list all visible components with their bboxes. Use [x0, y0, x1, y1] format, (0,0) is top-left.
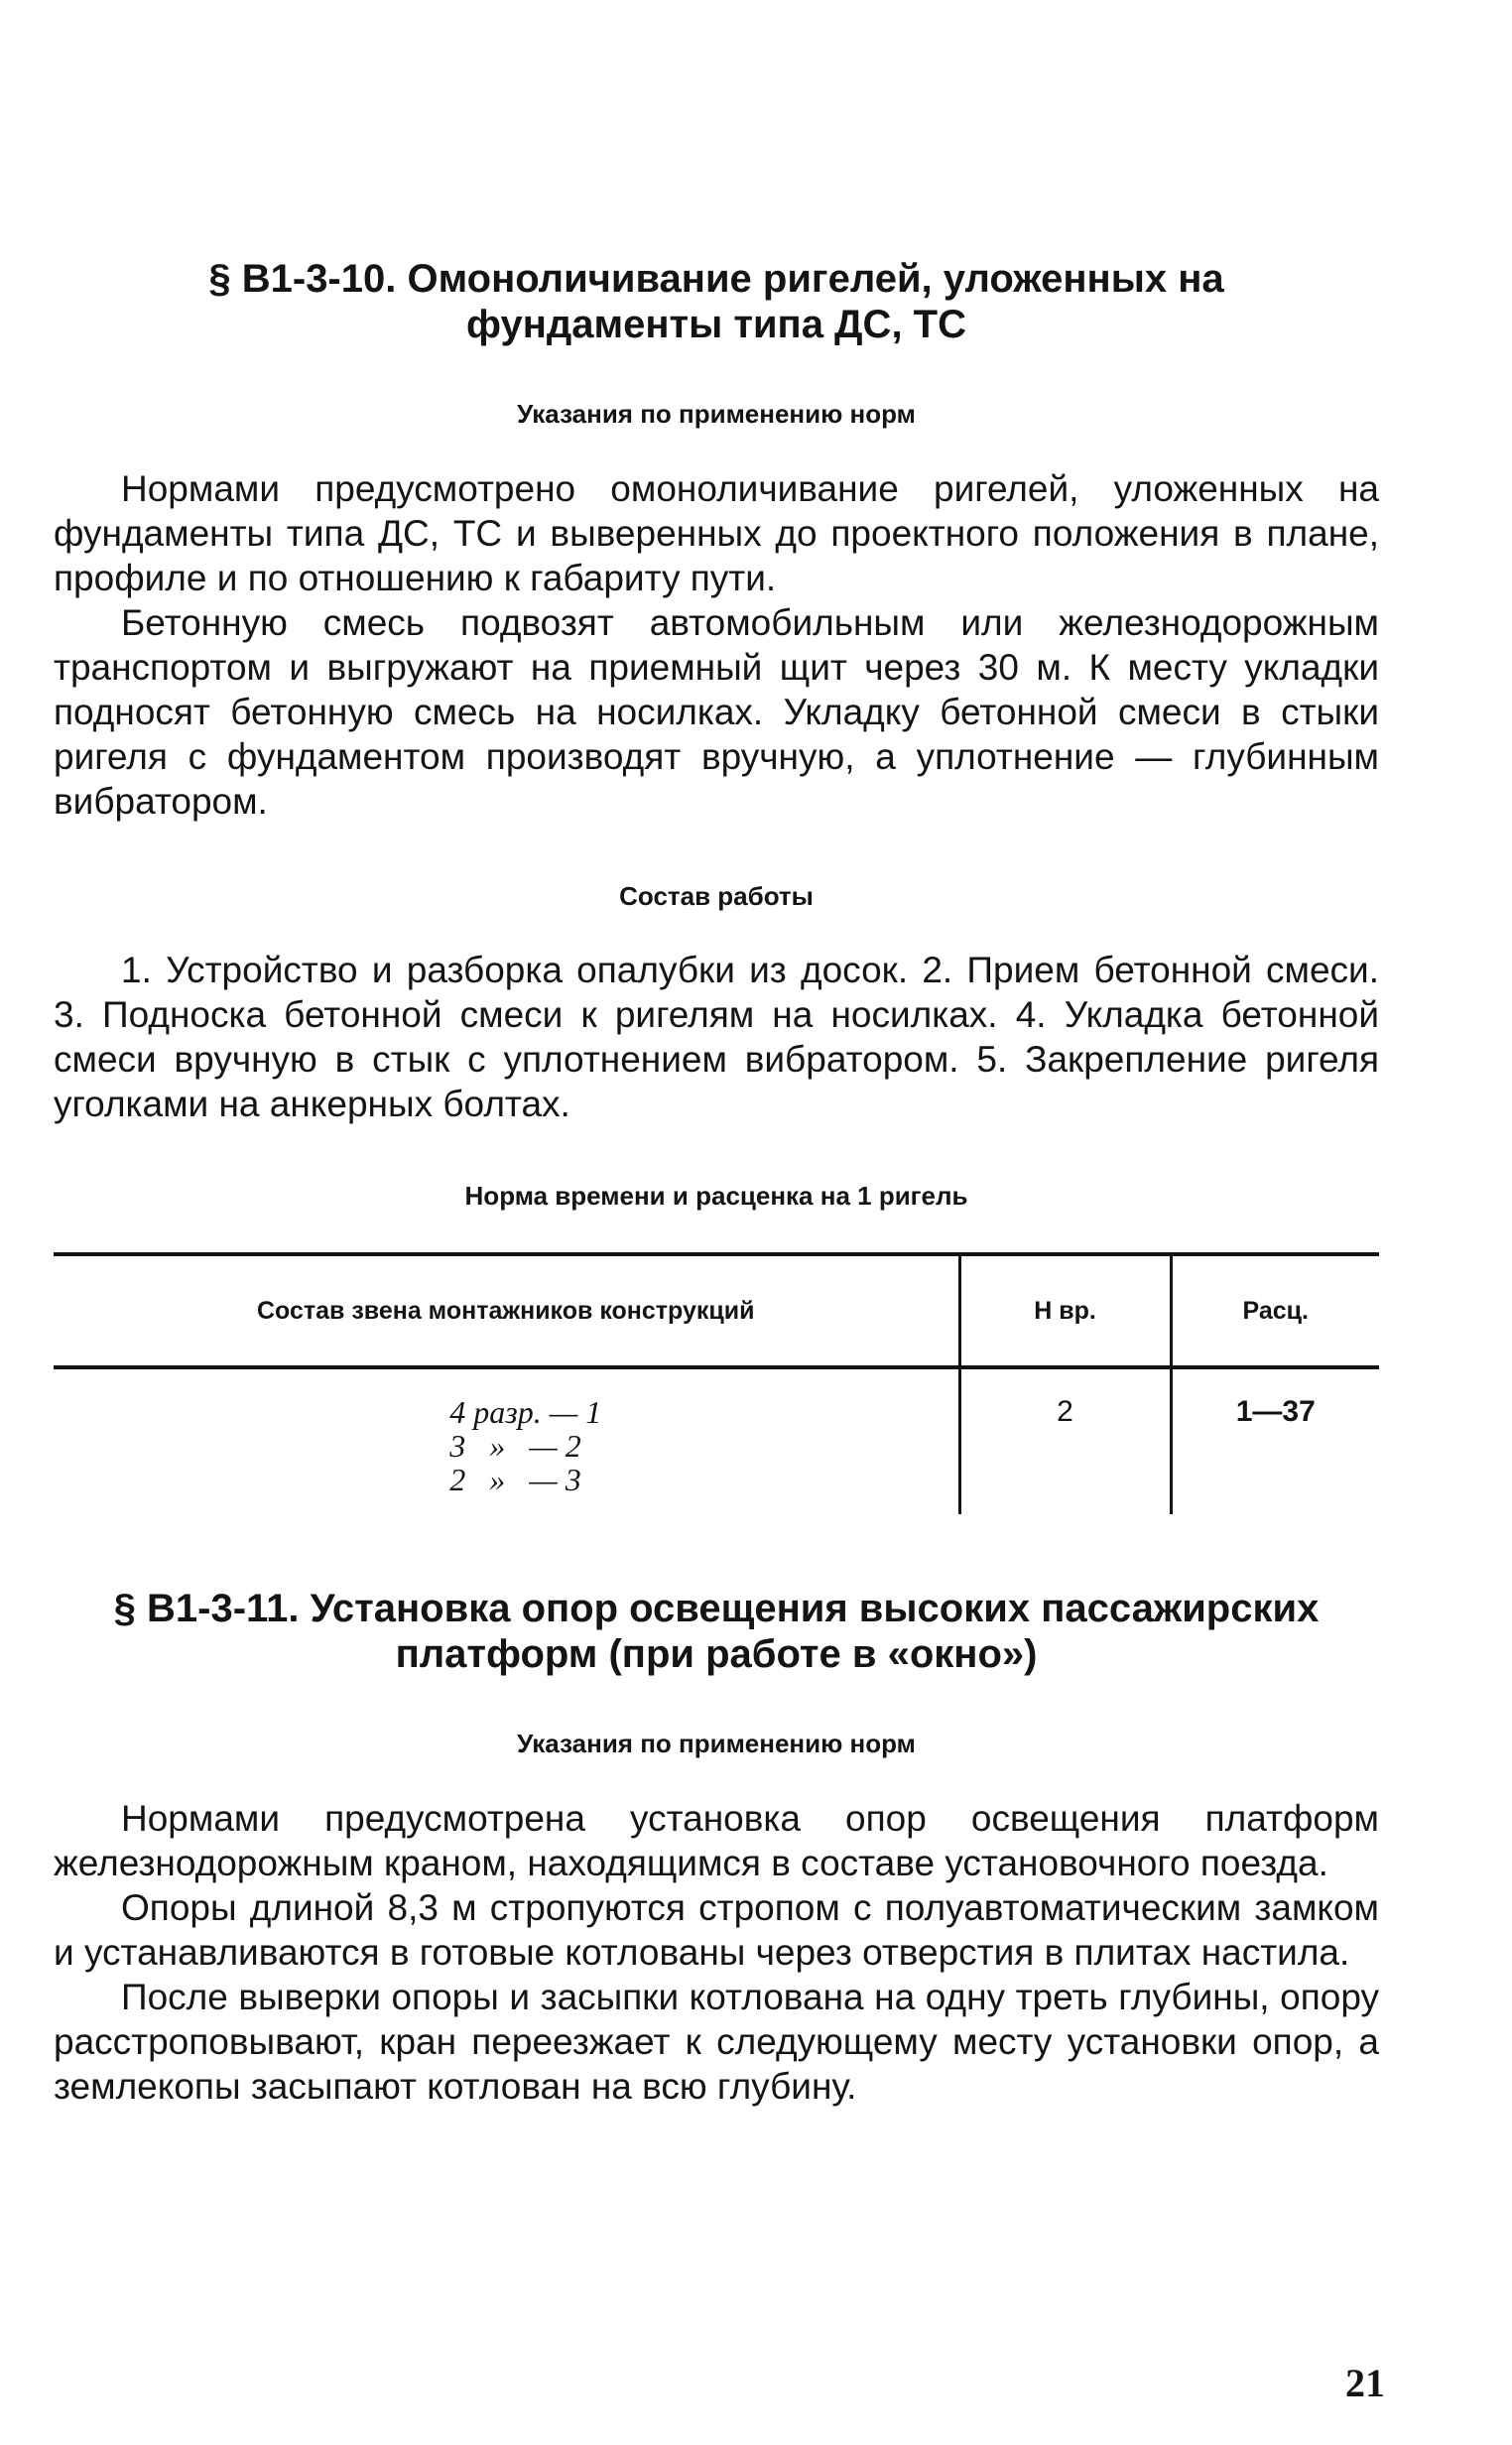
norm-table [54, 1252, 1379, 1514]
crew-line-1: 4 разр. — 1 [449, 1394, 602, 1430]
section1-work-body [54, 948, 1379, 1126]
section2-paragraph-2: Опоры длиной 8,3 м стропуются стропом с полуавтоматическим замком и устанавливаются в готовые котлованы через отверстия в плитах настила. [54, 1887, 1379, 1973]
section1-work-text: 1. Устройство и разборка опалубки из досок. 2. Прием бетонной смеси. 3. Подноска бетонной смеси к ригелям на носилках. 4. Укладка бетонной смеси вручную в стык с уплотнением вибратором. 5. Закрепление ригеля уголками на анкерных болтах. [54, 950, 1379, 1124]
section1-title-line2: фундаменты типа ДС, ТС [465, 303, 966, 346]
section1-table-heading [54, 1181, 1379, 1211]
header-crew: Состав звена монтажников конструкций [54, 1254, 959, 1367]
section1-title-line1: § В1-3-10. Омоноличивание ригелей, уложенных на [208, 257, 1224, 301]
crew-list [449, 1395, 601, 1496]
table-header-row [54, 1254, 1379, 1367]
section1-guidelines-heading [54, 399, 1379, 429]
section2-body [54, 1796, 1379, 2109]
crew-line-3: 2 » — 3 [449, 1462, 581, 1497]
section2-paragraph-1: Нормами предусмотрена установка опор освещения платформ железнодорожным краном, находящимся в составе установочного поезда. [54, 1798, 1379, 1883]
guidelines-heading-text: Указания по применению норм [517, 1729, 916, 1758]
section2-title [54, 1586, 1379, 1677]
crew-cell [54, 1367, 959, 1514]
section2-guidelines-heading [54, 1729, 1379, 1758]
section2-title-line2: платформ (при работе в «окно») [395, 1632, 1038, 1676]
header-rate: Расц. [1171, 1254, 1379, 1367]
section1-paragraph-2: Бетонную смесь подвозят автомобильным или железнодорожным транспортом и выгружают на приемный щит через 30 м. К месту укладки подносят бетонную смесь на носилках. Укладку бетонной смеси в стыки ригеля с фундаментом производят вручную, а уплотнение — глубинным вибратором. [54, 602, 1379, 822]
section1-paragraph-1: Нормами предусмотрено омоноличивание ригелей, уложенных на фундаменты типа ДС, ТС и выверенных до проектного положения в плане, профиле и по отношению к габариту пути. [54, 468, 1379, 598]
work-heading-text: Состав работы [619, 881, 814, 911]
section1-body [54, 466, 1379, 824]
table-heading-text: Норма времени и расценка на 1 ригель [464, 1181, 968, 1211]
section1-title [54, 256, 1379, 347]
guidelines-heading-text: Указания по применению норм [517, 399, 916, 429]
table-row [54, 1367, 1379, 1514]
section2-paragraph-3: После выверки опоры и засыпки котлована на одну треть глубины, опору расстроповывают, кран переезжает к следующему месту установки опор, а землекопы засыпают котлован на всю глубину. [54, 1977, 1379, 2107]
section2-title-line1: § В1-3-11. Установка опор освещения высоких пассажирских [113, 1587, 1320, 1630]
norm-time-cell: 2 [959, 1367, 1171, 1514]
section1-work-heading [54, 881, 1379, 911]
header-norm-time: Н вр. [959, 1254, 1171, 1367]
crew-line-2: 3 » — 2 [449, 1428, 581, 1464]
page-number: 21 [1345, 2361, 1385, 2405]
rate-cell: 1—37 [1171, 1367, 1379, 1514]
